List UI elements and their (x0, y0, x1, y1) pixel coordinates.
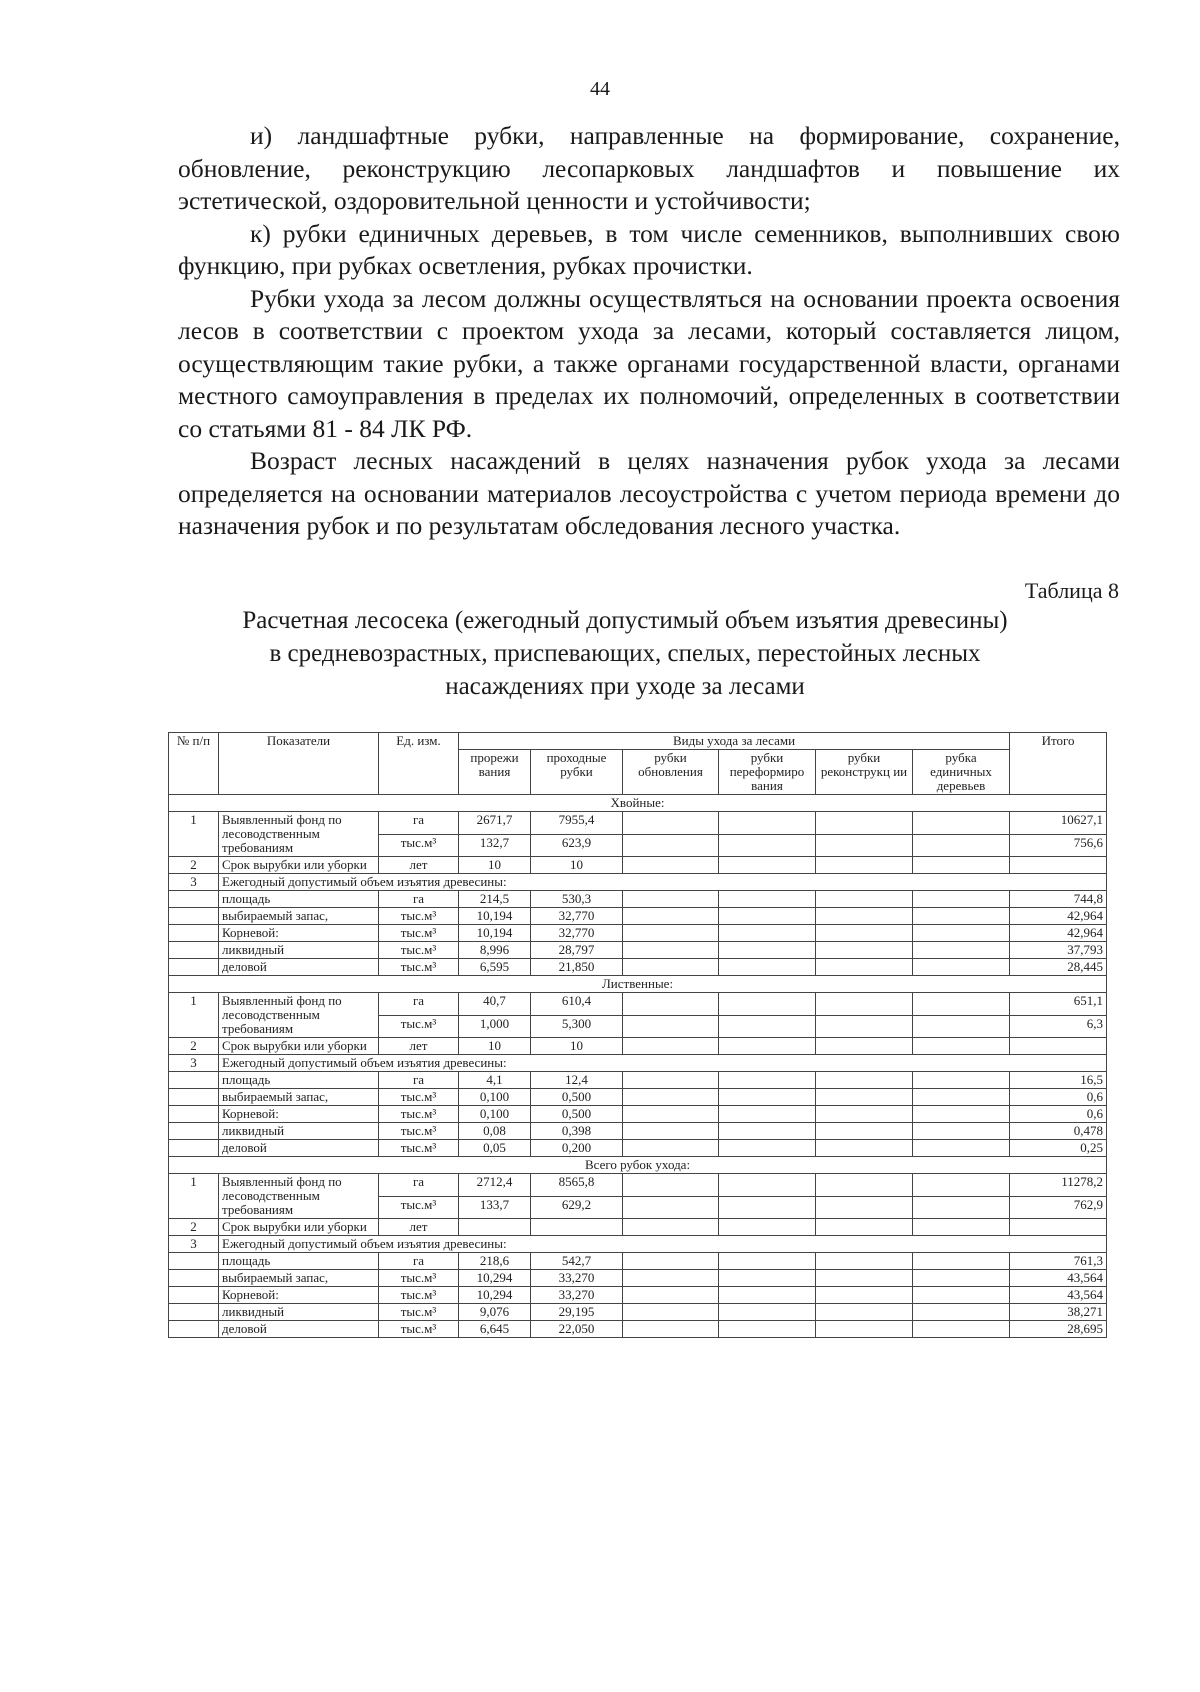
value-cell (816, 1270, 913, 1287)
value-cell: 32,770 (531, 908, 623, 925)
value-cell (719, 1123, 816, 1140)
value-cell: 33,270 (531, 1270, 623, 1287)
indicator-label: ликвидный (219, 1123, 379, 1140)
section-title: Хвойные: (169, 795, 1107, 812)
value-cell: 9,076 (459, 1304, 531, 1321)
section-row (169, 795, 1107, 812)
empty-cell (169, 1123, 219, 1140)
value-cell (816, 908, 913, 925)
row-number: 2 (169, 1038, 219, 1055)
unit-cell: тыс.м³ (379, 1287, 459, 1304)
total-cell: 16,5 (1010, 1072, 1107, 1089)
header-type: рубки реконструкц ии (816, 750, 913, 795)
value-cell (816, 1321, 913, 1338)
value-cell: 7955,4 (531, 812, 623, 835)
annual-row (169, 1106, 1107, 1123)
unit-cell: га (379, 1174, 459, 1197)
value-cell (623, 1304, 719, 1321)
indicator-label: Срок вырубки или уборки (219, 857, 379, 874)
value-cell: 0,500 (531, 1106, 623, 1123)
value-cell: 22,050 (531, 1321, 623, 1338)
value-cell (623, 1196, 719, 1219)
annual-row (169, 1253, 1107, 1270)
value-cell (913, 1123, 1010, 1140)
annual-row (169, 959, 1107, 976)
annual-row (169, 1321, 1107, 1338)
header-type: рубки обновления (623, 750, 719, 795)
value-cell (719, 925, 816, 942)
value-cell (913, 812, 1010, 835)
total-cell: 42,964 (1010, 925, 1107, 942)
value-cell (913, 1072, 1010, 1089)
value-cell (816, 857, 913, 874)
value-cell: 10 (531, 1038, 623, 1055)
value-cell (719, 1015, 816, 1038)
indicator-label: деловой (219, 1321, 379, 1338)
row-number: 3 (169, 1055, 219, 1072)
value-cell (719, 959, 816, 976)
total-cell (1010, 857, 1107, 874)
indicator-label: Выявленный фонд по лесоводственным требованиям (219, 1174, 379, 1219)
value-cell (913, 1253, 1010, 1270)
unit-cell: га (379, 812, 459, 835)
value-cell: 0,200 (531, 1140, 623, 1157)
value-cell (913, 1304, 1010, 1321)
fund-row (169, 812, 1107, 835)
header-type: рубка единичных деревьев (913, 750, 1010, 795)
value-cell (913, 891, 1010, 908)
header-total: Итого (1010, 733, 1107, 795)
empty-cell (169, 1140, 219, 1157)
total-cell: 761,3 (1010, 1253, 1107, 1270)
value-cell (913, 1140, 1010, 1157)
value-cell (623, 959, 719, 976)
header-care-types: Виды ухода за лесами (459, 733, 1010, 750)
total-cell: 28,695 (1010, 1321, 1107, 1338)
value-cell: 28,797 (531, 942, 623, 959)
paragraph: Рубки ухода за лесом должны осуществляться на основании проекта освоения лесов в соответствии с проектом ухода за лесами, который составляется лицом, осуществляющим такие рубки, а также органами государственной власти, органами местного самоуправления в пределах их полномочий, определенных в соответствии со статьями 81 - 84 ЛК РФ. (178, 283, 1120, 443)
value-cell (913, 1174, 1010, 1197)
value-cell (913, 908, 1010, 925)
value-cell (816, 1089, 913, 1106)
value-cell (623, 993, 719, 1016)
paragraph: Возраст лесных насаждений в целях назначения рубок ухода за лесами определяется на основании материалов лесоустройства с учетом периода времени до назначения рубок и по результатам обследования лесного участка. (178, 446, 1120, 540)
value-cell (913, 925, 1010, 942)
value-cell (623, 1174, 719, 1197)
total-cell: 651,1 (1010, 993, 1107, 1016)
value-cell: 10,294 (459, 1270, 531, 1287)
value-cell (719, 1089, 816, 1106)
value-cell: 10 (459, 857, 531, 874)
body-text (178, 120, 1120, 543)
value-cell (719, 908, 816, 925)
value-cell (719, 857, 816, 874)
total-cell: 43,564 (1010, 1270, 1107, 1287)
value-cell (816, 834, 913, 857)
value-cell (913, 857, 1010, 874)
value-cell (459, 1219, 531, 1236)
value-cell (816, 1219, 913, 1236)
value-cell (719, 1304, 816, 1321)
header-unit: Ед. изм. (379, 733, 459, 795)
indicator-label: Ежегодный допустимый объем изъятия древесины: (219, 874, 1107, 891)
annual-header-row (169, 874, 1107, 891)
term-row (169, 857, 1107, 874)
value-cell (623, 1123, 719, 1140)
value-cell (913, 1270, 1010, 1287)
value-cell: 5,300 (531, 1015, 623, 1038)
indicator-label: Срок вырубки или уборки (219, 1219, 379, 1236)
annual-row (169, 891, 1107, 908)
header-indicator: Показатели (219, 733, 379, 795)
unit-cell: тыс.м³ (379, 1123, 459, 1140)
empty-cell (169, 1270, 219, 1287)
unit-cell: га (379, 993, 459, 1016)
annual-row (169, 1304, 1107, 1321)
value-cell: 8565,8 (531, 1174, 623, 1197)
unit-cell: га (379, 1253, 459, 1270)
value-cell: 2671,7 (459, 812, 531, 835)
fund-row (169, 1174, 1107, 1197)
table-label: Таблица 8 (1024, 578, 1119, 603)
row-number: 2 (169, 857, 219, 874)
total-cell (1010, 1219, 1107, 1236)
indicator-label: Срок вырубки или уборки (219, 1038, 379, 1055)
value-cell: 40,7 (459, 993, 531, 1016)
indicator-label: Ежегодный допустимый объем изъятия древесины: (219, 1236, 1107, 1253)
section-title: Лиственные: (169, 976, 1107, 993)
value-cell (816, 1253, 913, 1270)
total-cell: 0,25 (1010, 1140, 1107, 1157)
value-cell: 629,2 (531, 1196, 623, 1219)
value-cell: 10 (531, 857, 623, 874)
value-cell (623, 1072, 719, 1089)
value-cell (623, 1219, 719, 1236)
value-cell (816, 1196, 913, 1219)
total-cell: 38,271 (1010, 1304, 1107, 1321)
value-cell (719, 1287, 816, 1304)
value-cell (719, 1038, 816, 1055)
term-row (169, 1219, 1107, 1236)
indicator-label: площадь (219, 891, 379, 908)
unit-cell: тыс.м³ (379, 942, 459, 959)
value-cell: 610,4 (531, 993, 623, 1016)
value-cell: 8,996 (459, 942, 531, 959)
value-cell (816, 1287, 913, 1304)
paragraph: к) рубки единичных деревьев, в том числе семенников, выполнивших свою функцию, при рубках осветления, рубках прочистки. (178, 218, 1120, 280)
indicator-label: Корневой: (219, 1106, 379, 1123)
header-type: проходные рубки (531, 750, 623, 795)
unit-cell: тыс.м³ (379, 1140, 459, 1157)
value-cell (623, 834, 719, 857)
value-cell (913, 1015, 1010, 1038)
total-cell: 6,3 (1010, 1015, 1107, 1038)
section-row (169, 1157, 1107, 1174)
unit-cell: лет (379, 1219, 459, 1236)
unit-cell: тыс.м³ (379, 1304, 459, 1321)
value-cell (623, 1140, 719, 1157)
unit-cell: тыс.м³ (379, 1089, 459, 1106)
unit-cell: тыс.м³ (379, 1196, 459, 1219)
total-cell: 37,793 (1010, 942, 1107, 959)
empty-cell (169, 942, 219, 959)
value-cell (719, 1321, 816, 1338)
value-cell (816, 925, 913, 942)
value-cell (816, 1038, 913, 1055)
value-cell (719, 1106, 816, 1123)
value-cell (816, 1072, 913, 1089)
value-cell: 133,7 (459, 1196, 531, 1219)
value-cell (719, 891, 816, 908)
empty-cell (169, 1253, 219, 1270)
value-cell: 10 (459, 1038, 531, 1055)
value-cell (719, 942, 816, 959)
value-cell (913, 1321, 1010, 1338)
value-cell (623, 1089, 719, 1106)
indicator-label: Корневой: (219, 1287, 379, 1304)
value-cell (719, 812, 816, 835)
value-cell (623, 1321, 719, 1338)
value-cell: 10,194 (459, 908, 531, 925)
indicator-label: Выявленный фонд по лесоводственным требованиям (219, 812, 379, 857)
total-cell: 42,964 (1010, 908, 1107, 925)
total-cell: 762,9 (1010, 1196, 1107, 1219)
value-cell (816, 1174, 913, 1197)
empty-cell (169, 1106, 219, 1123)
value-cell (913, 1287, 1010, 1304)
indicator-label: деловой (219, 959, 379, 976)
empty-cell (169, 1072, 219, 1089)
total-cell (1010, 1038, 1107, 1055)
value-cell (719, 993, 816, 1016)
indicator-label: деловой (219, 1140, 379, 1157)
annual-row (169, 925, 1107, 942)
row-number: 1 (169, 812, 219, 857)
header-type: прорежи вания (459, 750, 531, 795)
value-cell (623, 891, 719, 908)
value-cell: 0,500 (531, 1089, 623, 1106)
indicator-label: Ежегодный допустимый объем изъятия древесины: (219, 1055, 1107, 1072)
term-row (169, 1038, 1107, 1055)
indicator-label: выбираемый запас, (219, 908, 379, 925)
unit-cell: тыс.м³ (379, 959, 459, 976)
value-cell (623, 908, 719, 925)
value-cell: 530,3 (531, 891, 623, 908)
value-cell (913, 1106, 1010, 1123)
annual-row (169, 1140, 1107, 1157)
empty-cell (169, 1089, 219, 1106)
total-cell: 10627,1 (1010, 812, 1107, 835)
annual-row (169, 1089, 1107, 1106)
row-number: 2 (169, 1219, 219, 1236)
value-cell (623, 1015, 719, 1038)
value-cell (913, 1038, 1010, 1055)
fund-row (169, 993, 1107, 1016)
value-cell: 0,08 (459, 1123, 531, 1140)
unit-cell: тыс.м³ (379, 1321, 459, 1338)
value-cell (913, 834, 1010, 857)
total-cell: 0,6 (1010, 1089, 1107, 1106)
total-cell: 0,6 (1010, 1106, 1107, 1123)
row-number: 1 (169, 993, 219, 1038)
value-cell: 0,100 (459, 1089, 531, 1106)
annual-row (169, 1270, 1107, 1287)
value-cell (623, 942, 719, 959)
value-cell (816, 1015, 913, 1038)
value-cell (913, 959, 1010, 976)
value-cell: 29,195 (531, 1304, 623, 1321)
indicator-label: ликвидный (219, 1304, 379, 1321)
row-number: 3 (169, 874, 219, 891)
total-cell: 756,6 (1010, 834, 1107, 857)
value-cell (623, 1253, 719, 1270)
value-cell: 623,9 (531, 834, 623, 857)
value-cell (623, 857, 719, 874)
unit-cell: га (379, 891, 459, 908)
value-cell (623, 1038, 719, 1055)
empty-cell (169, 1287, 219, 1304)
value-cell (719, 1174, 816, 1197)
value-cell (623, 1287, 719, 1304)
total-cell: 11278,2 (1010, 1174, 1107, 1197)
empty-cell (169, 959, 219, 976)
value-cell (623, 1106, 719, 1123)
annual-header-row (169, 1055, 1107, 1072)
value-cell (913, 1089, 1010, 1106)
total-cell: 43,564 (1010, 1287, 1107, 1304)
value-cell: 12,4 (531, 1072, 623, 1089)
value-cell (531, 1219, 623, 1236)
total-cell: 0,478 (1010, 1123, 1107, 1140)
value-cell: 218,6 (459, 1253, 531, 1270)
value-cell (816, 942, 913, 959)
value-cell: 214,5 (459, 891, 531, 908)
table-body (169, 795, 1107, 1338)
value-cell: 10,194 (459, 925, 531, 942)
value-cell: 542,7 (531, 1253, 623, 1270)
indicator-label: ликвидный (219, 942, 379, 959)
value-cell (816, 1123, 913, 1140)
annual-row (169, 1123, 1107, 1140)
value-cell (816, 1106, 913, 1123)
value-cell (816, 959, 913, 976)
indicator-label: площадь (219, 1253, 379, 1270)
annual-row (169, 942, 1107, 959)
value-cell (816, 891, 913, 908)
section-row (169, 976, 1107, 993)
value-cell: 32,770 (531, 925, 623, 942)
value-cell: 4,1 (459, 1072, 531, 1089)
value-cell: 1,000 (459, 1015, 531, 1038)
value-cell (719, 1270, 816, 1287)
value-cell (719, 1072, 816, 1089)
value-cell: 0,100 (459, 1106, 531, 1123)
annual-row (169, 1287, 1107, 1304)
value-cell (816, 1140, 913, 1157)
value-cell (816, 1304, 913, 1321)
value-cell: 6,595 (459, 959, 531, 976)
value-cell (719, 1196, 816, 1219)
total-cell: 744,8 (1010, 891, 1107, 908)
value-cell (913, 1196, 1010, 1219)
value-cell: 0,05 (459, 1140, 531, 1157)
value-cell: 21,850 (531, 959, 623, 976)
annual-header-row (169, 1236, 1107, 1253)
value-cell (623, 812, 719, 835)
value-cell: 33,270 (531, 1287, 623, 1304)
unit-cell: тыс.м³ (379, 1270, 459, 1287)
annual-row (169, 908, 1107, 925)
row-number: 1 (169, 1174, 219, 1219)
unit-cell: тыс.м³ (379, 1015, 459, 1038)
value-cell: 2712,4 (459, 1174, 531, 1197)
value-cell: 132,7 (459, 834, 531, 857)
unit-cell: тыс.м³ (379, 925, 459, 942)
value-cell (623, 1270, 719, 1287)
value-cell (623, 925, 719, 942)
indicator-label: выбираемый запас, (219, 1089, 379, 1106)
page-number: 44 (590, 78, 610, 100)
table-title: Расчетная лесосека (ежегодный допустимый объем изъятия древесины) в средневозрастных, приспевающих, спелых, перестойных лесных насаждениях при уходе за лесами (242, 607, 1008, 700)
forest-table (168, 732, 1107, 1338)
indicator-label: Корневой: (219, 925, 379, 942)
value-cell: 0,398 (531, 1123, 623, 1140)
value-cell (913, 942, 1010, 959)
empty-cell (169, 1304, 219, 1321)
table-header (169, 733, 1107, 795)
value-cell: 10,294 (459, 1287, 531, 1304)
unit-cell: лет (379, 1038, 459, 1055)
header-type: рубки переформиро вания (719, 750, 816, 795)
value-cell (816, 812, 913, 835)
value-cell (719, 1253, 816, 1270)
indicator-label: выбираемый запас, (219, 1270, 379, 1287)
indicator-label: площадь (219, 1072, 379, 1089)
empty-cell (169, 908, 219, 925)
unit-cell: лет (379, 857, 459, 874)
unit-cell: тыс.м³ (379, 908, 459, 925)
unit-cell: тыс.м³ (379, 834, 459, 857)
header-num: № п/п (169, 733, 219, 795)
value-cell: 6,645 (459, 1321, 531, 1338)
value-cell (719, 1219, 816, 1236)
row-number: 3 (169, 1236, 219, 1253)
value-cell (913, 1219, 1010, 1236)
unit-cell: тыс.м³ (379, 1106, 459, 1123)
section-title: Всего рубок ухода: (169, 1157, 1107, 1174)
value-cell (719, 1140, 816, 1157)
unit-cell: га (379, 1072, 459, 1089)
annual-row (169, 1072, 1107, 1089)
value-cell (913, 993, 1010, 1016)
paragraph: и) ландшафтные рубки, направленные на формирование, сохранение, обновление, реконструкцию лесопарковых ландшафтов и повышение их эстетической, оздоровительной ценности и устойчивости; (178, 121, 1120, 215)
indicator-label: Выявленный фонд по лесоводственным требованиям (219, 993, 379, 1038)
empty-cell (169, 925, 219, 942)
total-cell: 28,445 (1010, 959, 1107, 976)
value-cell (816, 993, 913, 1016)
empty-cell (169, 1321, 219, 1338)
value-cell (719, 834, 816, 857)
empty-cell (169, 891, 219, 908)
